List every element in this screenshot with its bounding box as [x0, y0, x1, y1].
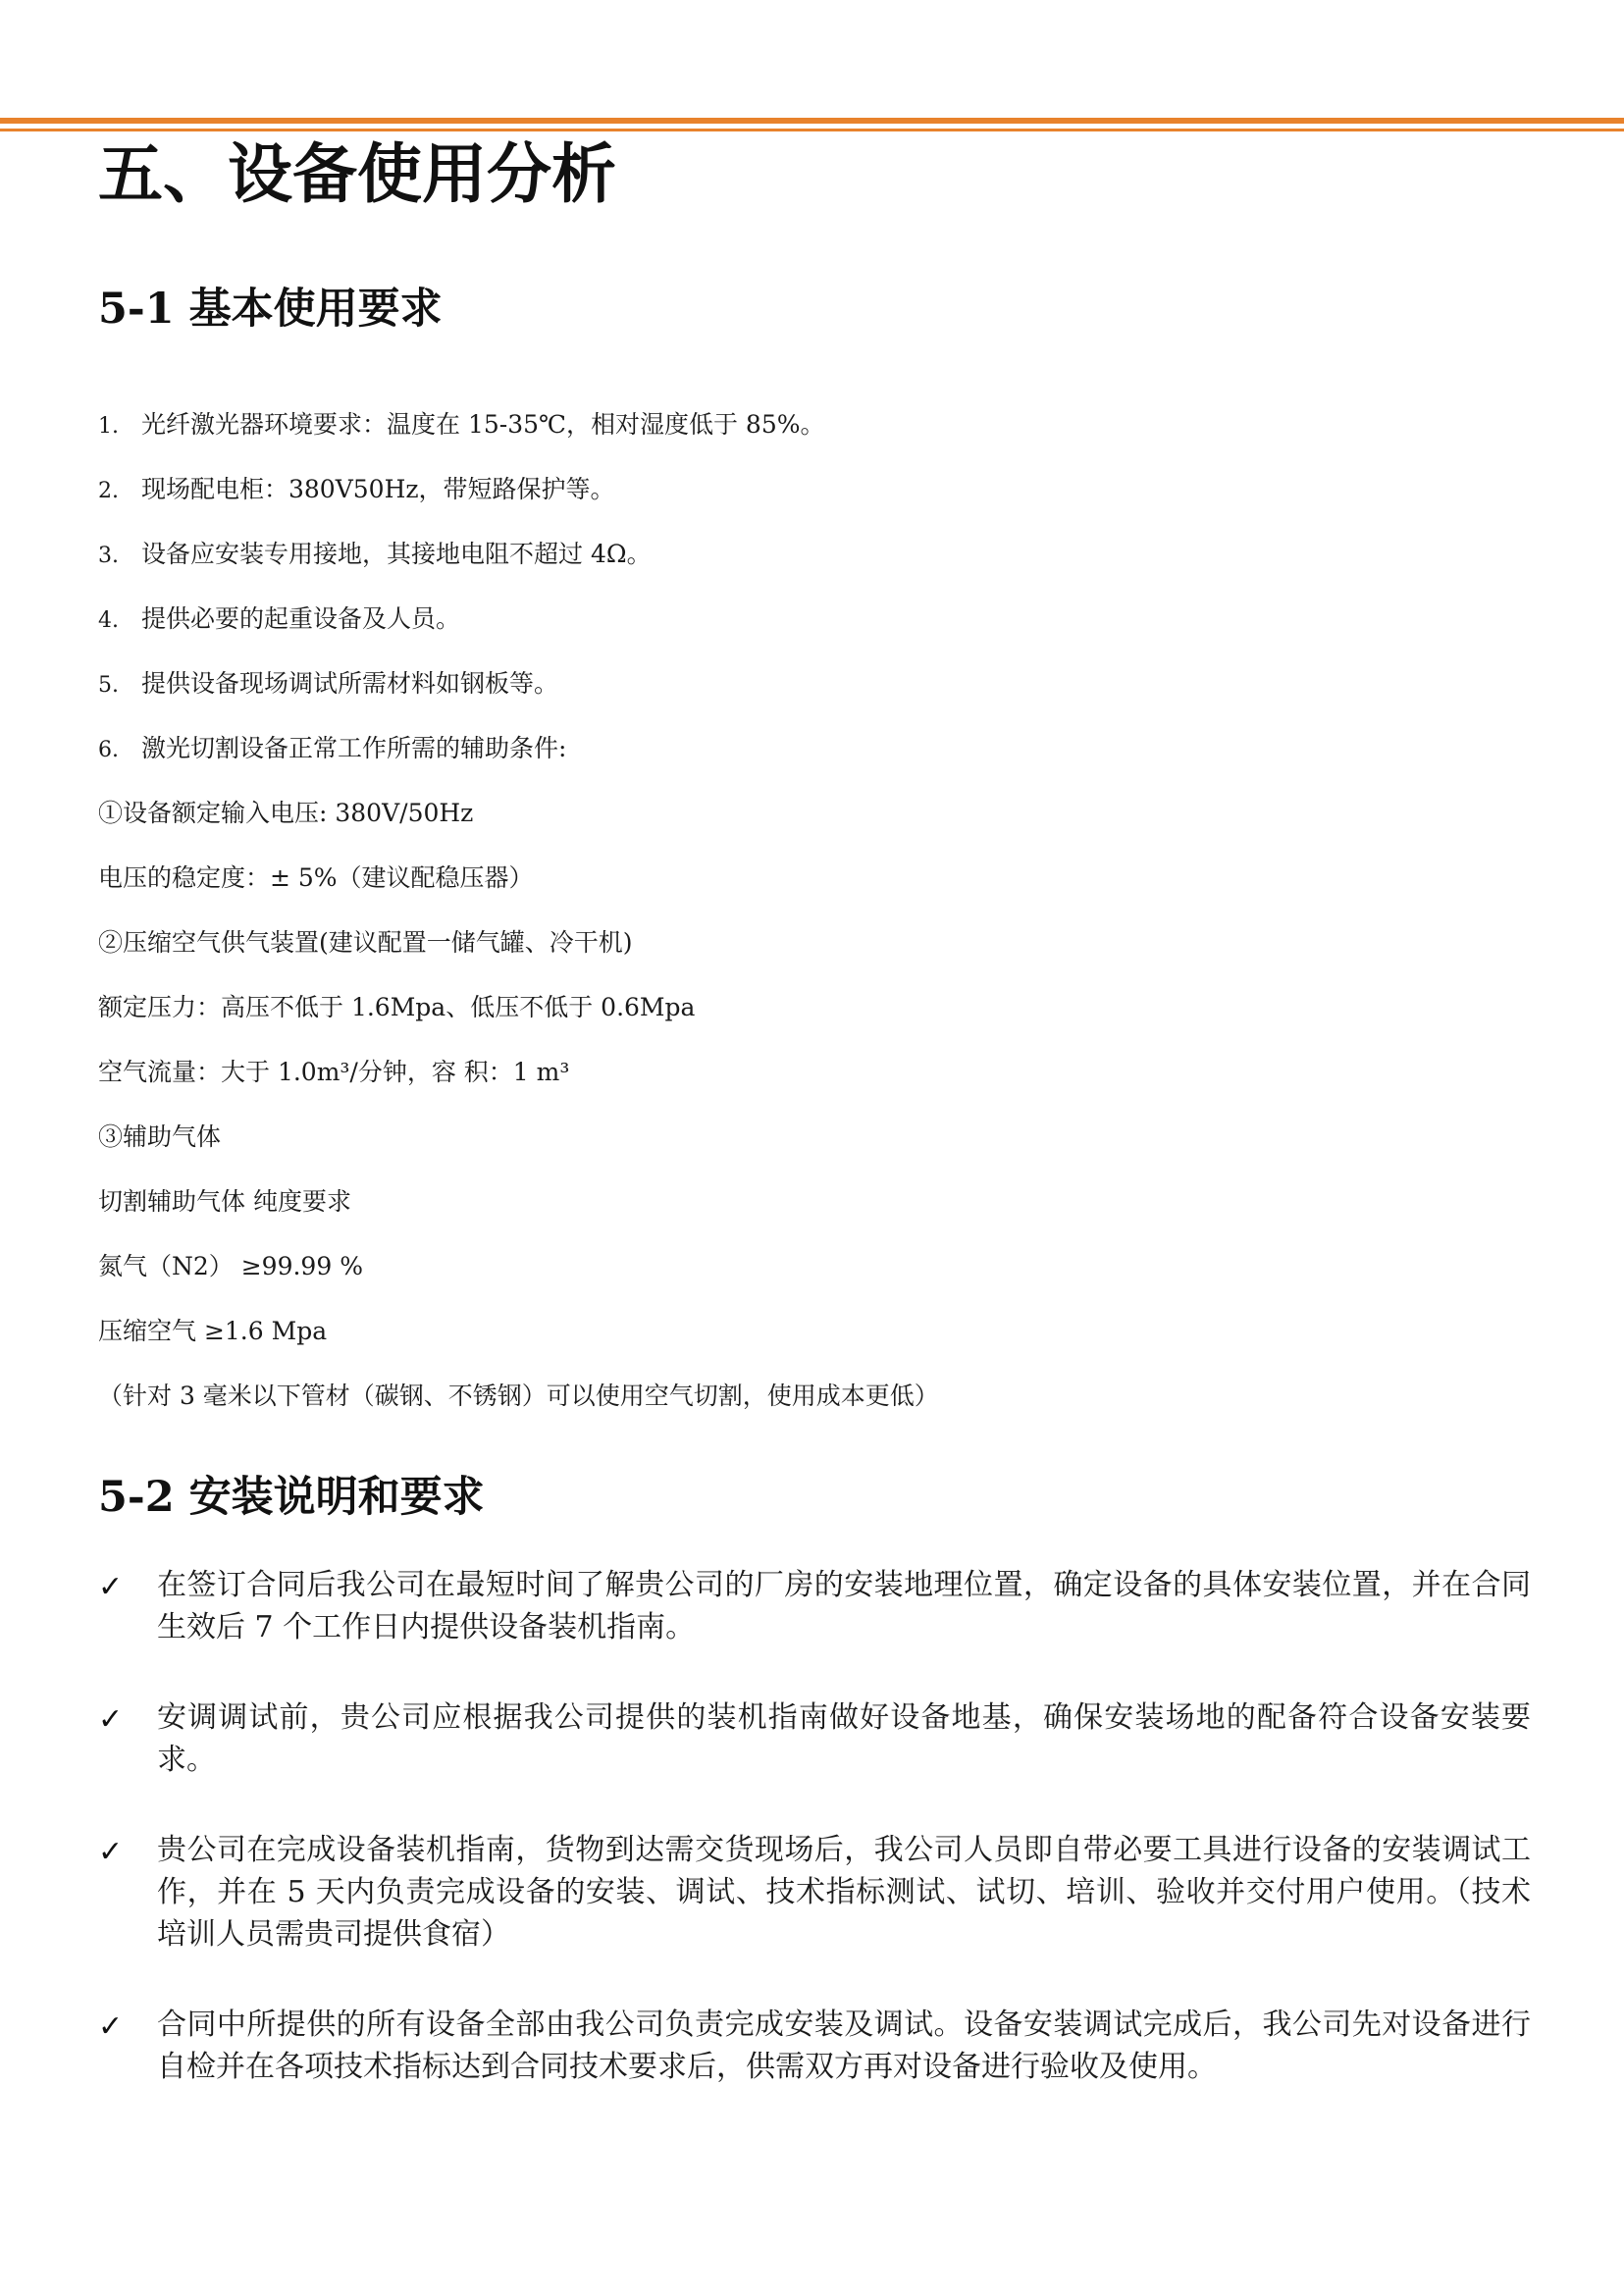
item-text: 提供设备现场调试所需材料如钢板等。	[141, 669, 559, 698]
checkmark-icon: ✓	[98, 1702, 124, 1737]
text-line: ①设备额定输入电压: 380V/50Hz	[98, 799, 474, 827]
list-item	[98, 392, 1531, 457]
text-line: ③辅助气体	[98, 1122, 222, 1151]
item-text: 光纤激光器环境要求：温度在 15-35℃，相对湿度低于 85%。	[141, 410, 825, 439]
checkmark-icon: ✓	[98, 2009, 124, 2044]
checkmark-icon: ✓	[98, 1570, 124, 1604]
section-title-installation: 5-2 安装说明和要求	[98, 1473, 485, 1522]
list-item	[98, 587, 1531, 652]
check-item-text: 安调调试前，贵公司应根据我公司提供的装机指南做好设备地基，确保安装场地的配备符合设备安装要求。	[157, 1700, 1531, 1777]
text-line: （针对 3 毫米以下管材（碳钢、不锈钢）可以使用空气切割，使用成本更低）	[98, 1382, 939, 1410]
header-rule-thick	[0, 118, 1624, 124]
item-number: 3.	[98, 544, 119, 568]
text-line: 额定压力：高压不低于 1.6Mpa、低压不低于 0.6Mpa	[98, 993, 696, 1021]
installation-checklist	[98, 1564, 1531, 2136]
list-item	[98, 522, 1531, 587]
item-text: 激光切割设备正常工作所需的辅助条件:	[141, 734, 567, 762]
list-item	[98, 716, 1531, 781]
item-text: 设备应安装专用接地，其接地电阻不超过 4Ω。	[141, 540, 652, 568]
text-line: ②压缩空气供气装置(建议配置一储气罐、冷干机)	[98, 928, 633, 957]
check-item-text: 合同中所提供的所有设备全部由我公司负责完成安装及调试。设备安装调试完成后，我公司先对设备进行自检并在各项技术指标达到合同技术要求后，供需双方再对设备进行验收及使用。	[157, 2008, 1531, 2084]
text-line: 压缩空气 ≥1.6 Mpa	[98, 1317, 328, 1345]
check-item	[98, 1829, 1531, 1956]
basic-requirements-list	[98, 392, 1531, 1429]
section-title-basic-requirements: 5-1 基本使用要求	[98, 285, 443, 334]
check-item-text: 贵公司在完成设备装机指南，货物到达需交货现场后，我公司人员即自带必要工具进行设备的安装调试工作，并在 5 天内负责完成设备的安装、调试、技术指标测试、试切、培训、验收并交付用户使用。（技术培训人员需贵司提供食宿）	[157, 1833, 1531, 1952]
check-item	[98, 1564, 1531, 1648]
item-text: 提供必要的起重设备及人员。	[141, 604, 461, 633]
text-line: 氮气（N2） ≥99.99 %	[98, 1252, 363, 1280]
item-number: 5.	[98, 673, 119, 698]
check-item-text: 在签订合同后我公司在最短时间了解贵公司的厂房的安装地理位置，确定设备的具体安装位置，并在合同生效后 7 个工作日内提供设备装机指南。	[157, 1568, 1531, 1644]
item-text: 现场配电柜：380V50Hz，带短路保护等。	[141, 475, 615, 503]
item-number: 6.	[98, 738, 119, 762]
check-item	[98, 2004, 1531, 2088]
text-line: 切割辅助气体 纯度要求	[98, 1187, 351, 1216]
list-item	[98, 652, 1531, 716]
checkmark-icon: ✓	[98, 1835, 124, 1869]
item-number: 2.	[98, 479, 119, 503]
item-number: 1.	[98, 414, 119, 439]
check-item	[98, 1696, 1531, 1781]
text-line: 空气流量：大于 1.0m³/分钟，容 积：1 m³	[98, 1058, 570, 1086]
page-title: 五、设备使用分析	[98, 136, 616, 212]
text-line: 电压的稳定度：± 5%（建议配稳压器）	[98, 863, 534, 892]
item-number: 4.	[98, 608, 119, 633]
list-item	[98, 457, 1531, 522]
